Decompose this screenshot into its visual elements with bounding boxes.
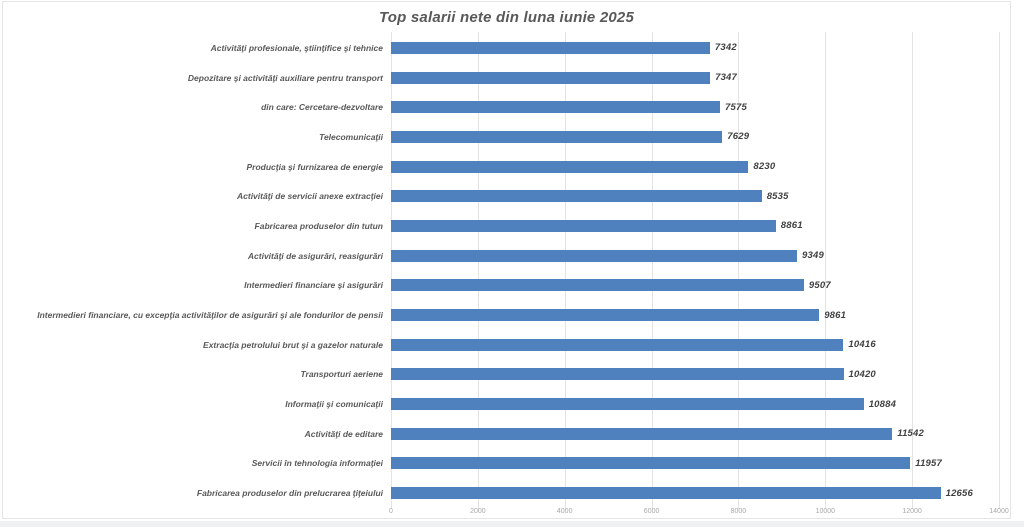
bar bbox=[391, 161, 748, 173]
category-label-text: din care: Cercetare-dezvoltare bbox=[261, 102, 383, 113]
chart-row bbox=[3, 360, 1010, 390]
category-label bbox=[3, 162, 383, 172]
chart bbox=[2, 1, 1011, 519]
category-label bbox=[3, 191, 383, 201]
category-label-text: Producţia şi furnizarea de energie bbox=[246, 161, 383, 172]
chart-row bbox=[3, 330, 1010, 360]
bar bbox=[391, 309, 819, 321]
value-label: 9861 bbox=[824, 309, 847, 321]
chart-row bbox=[3, 241, 1010, 271]
category-label-text: Activităţi de asigurări, reasigurări bbox=[247, 250, 383, 261]
category-label-text: Intermedieri financiare, cu excepţia activităţilor de asigurări şi ale fondurilor de pensii bbox=[37, 310, 383, 321]
x-axis-tick-label: 6000 bbox=[643, 508, 660, 515]
value-label: 7575 bbox=[725, 101, 747, 113]
category-label bbox=[3, 429, 383, 439]
x-axis-tick-label: 4000 bbox=[556, 508, 573, 515]
value-label: 7342 bbox=[714, 42, 737, 54]
bar bbox=[391, 457, 910, 469]
x-axis-tick-label: 14000 bbox=[989, 508, 1009, 515]
category-label bbox=[3, 73, 383, 83]
category-label bbox=[3, 102, 383, 112]
chart-row bbox=[3, 271, 1010, 301]
category-label-text: Informaţii şi comunicaţii bbox=[285, 399, 383, 410]
value-label: 11957 bbox=[915, 457, 943, 469]
value-label: 10884 bbox=[868, 398, 897, 410]
chart-row bbox=[3, 181, 1010, 211]
category-label-text: Intermedieri financiare şi asigurări bbox=[244, 280, 383, 291]
category-label bbox=[3, 251, 383, 261]
value-label: 9507 bbox=[808, 279, 831, 291]
bar bbox=[391, 339, 843, 351]
x-axis-tick-label: 12000 bbox=[902, 508, 922, 515]
chart-row bbox=[3, 92, 1010, 122]
category-label-text: Fabricarea produselor din prelucrarea ţiţeiului bbox=[196, 488, 383, 499]
chart-row bbox=[3, 122, 1010, 152]
category-label bbox=[3, 221, 383, 231]
category-label bbox=[3, 310, 383, 320]
bar bbox=[391, 368, 844, 380]
category-label-text: Activităţi de servicii anexe extracţiei bbox=[237, 191, 383, 202]
value-label: 9349 bbox=[802, 250, 824, 262]
chart-row bbox=[3, 478, 1010, 508]
x-axis-tick-label: 0 bbox=[389, 508, 393, 515]
value-label: 8861 bbox=[780, 220, 803, 232]
chart-row bbox=[3, 389, 1010, 419]
chart-row bbox=[3, 211, 1010, 241]
value-label: 10420 bbox=[848, 368, 876, 380]
chart-row bbox=[3, 33, 1010, 63]
value-label: 7629 bbox=[727, 131, 750, 143]
category-label bbox=[3, 132, 383, 142]
chart-row bbox=[3, 63, 1010, 93]
bar bbox=[391, 428, 892, 440]
bar-rows bbox=[3, 33, 1010, 508]
chart-row bbox=[3, 300, 1010, 330]
category-label-text: Telecomunicaţii bbox=[319, 131, 383, 142]
category-label bbox=[3, 488, 383, 498]
value-label: 12656 bbox=[945, 487, 974, 499]
value-label: 10416 bbox=[848, 339, 876, 351]
bar bbox=[391, 101, 720, 113]
chart-row bbox=[3, 152, 1010, 182]
category-label-text: Transporturi aeriene bbox=[300, 369, 383, 380]
category-label-text: Activităţi de editare bbox=[304, 428, 383, 439]
category-label bbox=[3, 340, 383, 350]
bar bbox=[391, 72, 710, 84]
category-label bbox=[3, 369, 383, 379]
category-label-text: Fabricarea produselor din tutun bbox=[254, 220, 383, 231]
value-label: 8535 bbox=[766, 190, 789, 202]
chart-title: Top salarii nete din luna iunie 2025 bbox=[378, 9, 635, 26]
bottom-strip bbox=[0, 521, 1024, 527]
value-label: 7347 bbox=[715, 72, 738, 84]
category-label bbox=[3, 43, 383, 53]
x-axis-tick-label: 8000 bbox=[730, 508, 747, 515]
value-label: 11542 bbox=[897, 428, 925, 440]
bar bbox=[391, 42, 710, 54]
category-label-text: Activităţi profesionale, ştiinţifice şi tehnice bbox=[210, 42, 383, 53]
bar bbox=[391, 190, 762, 202]
category-label bbox=[3, 458, 383, 468]
bar bbox=[391, 487, 941, 499]
chart-row bbox=[3, 419, 1010, 449]
category-label bbox=[3, 280, 383, 290]
chart-row bbox=[3, 449, 1010, 479]
bar bbox=[391, 131, 722, 143]
category-label-text: Depozitare şi activităţi auxiliare pentru transport bbox=[187, 72, 383, 83]
category-label-text: Servicii în tehnologia informaţiei bbox=[251, 458, 383, 469]
bar bbox=[391, 220, 776, 232]
bar bbox=[391, 250, 797, 262]
x-axis bbox=[389, 508, 1009, 519]
value-label: 8230 bbox=[753, 161, 776, 173]
x-axis-tick-label: 10000 bbox=[815, 508, 836, 515]
category-label-text: Extracţia petrolului brut şi a gazelor naturale bbox=[203, 339, 383, 350]
bar bbox=[391, 398, 864, 410]
bar bbox=[391, 279, 804, 291]
category-label bbox=[3, 399, 383, 409]
x-axis-tick-label: 2000 bbox=[470, 508, 486, 515]
